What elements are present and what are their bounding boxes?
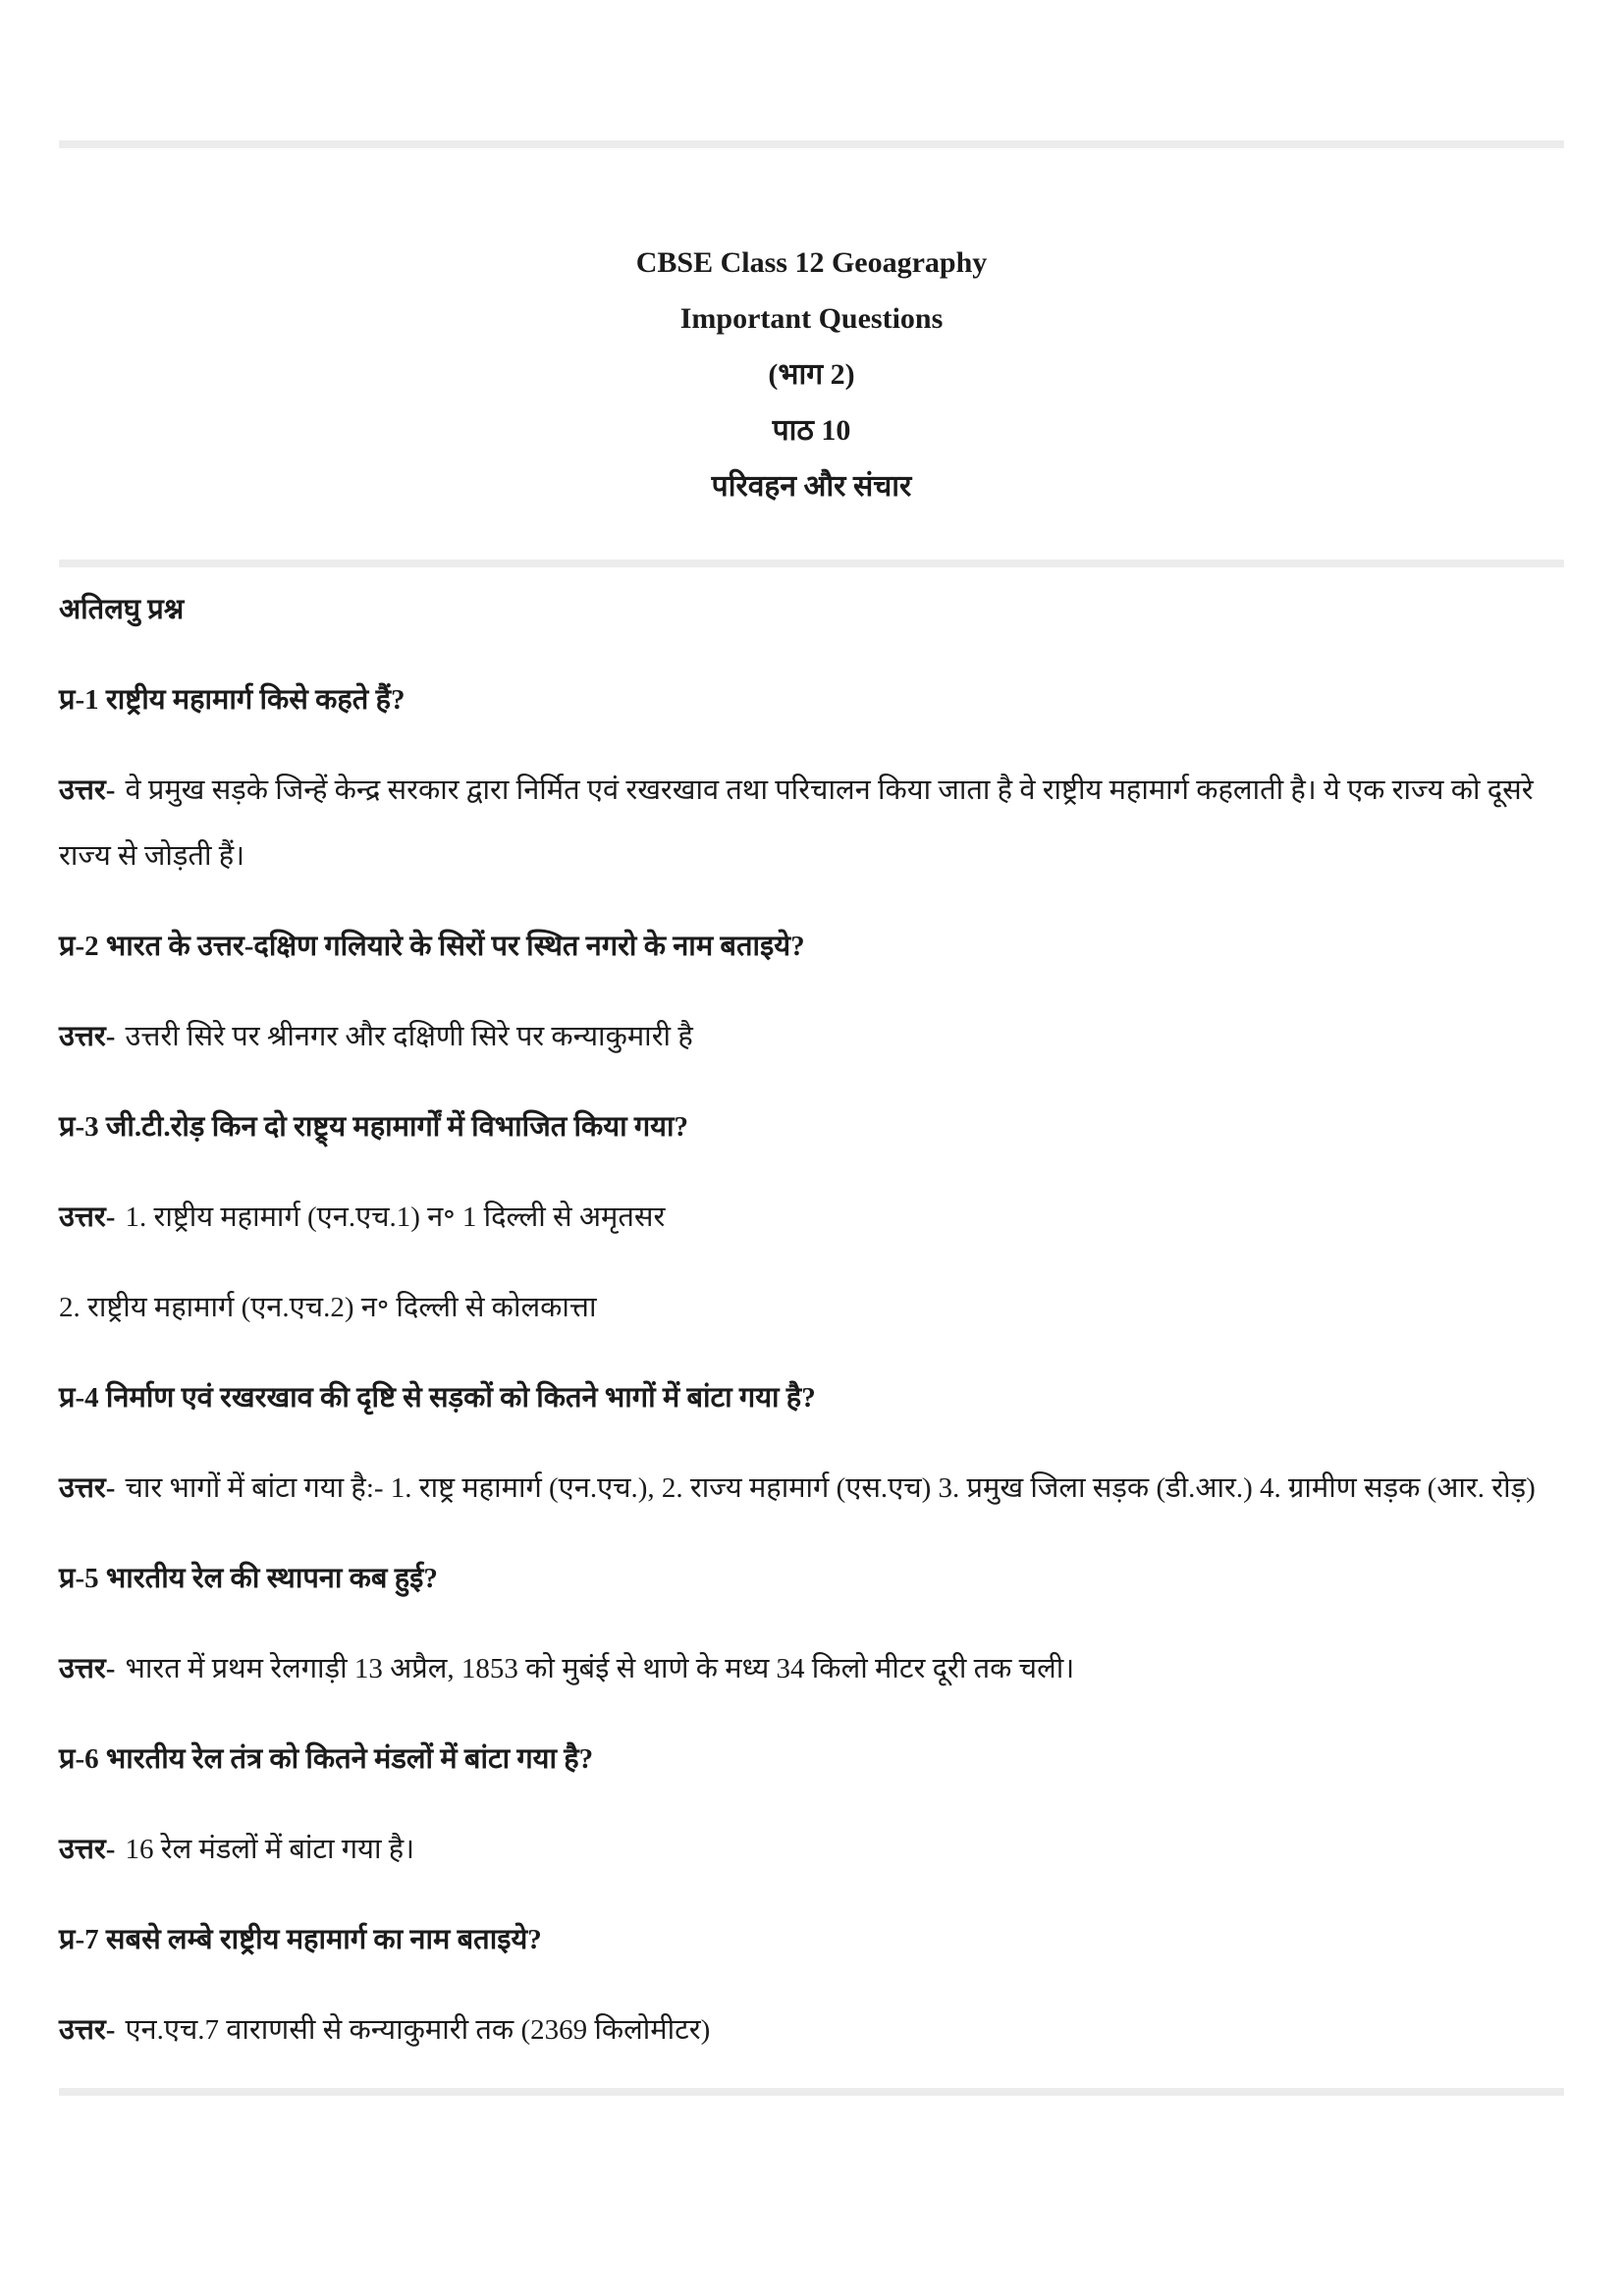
answer-prefix: उत्तर- (59, 1201, 116, 1233)
question-text: प्र-5 भारतीय रेल की स्थापना कब हुई? (59, 1563, 438, 1594)
answer-prefix: उत्तर- (59, 774, 116, 806)
document-body (59, 577, 1564, 2063)
section-heading: अतिलघु प्रश्न (59, 594, 185, 625)
question-text: प्र-3 जी.टी.रोड़ किन दो राष्ट्र्य महामार्गों में विभाजित किया गया? (59, 1111, 689, 1143)
answer-text (59, 758, 1564, 889)
answer-text (59, 1998, 1564, 2063)
question-text: प्र-4 निर्माण एवं रखरखाव की दृष्टि से सड़कों को कितने भागों में बांटा गया है? (59, 1382, 816, 1414)
question-text: प्र-2 भारत के उत्तर-दक्षिण गलियारे के सिरों पर स्थित नगरो के नाम बताइये? (59, 931, 805, 962)
doc-subtitle: Important Questions (679, 302, 944, 335)
document-header (59, 148, 1564, 560)
doc-chapter: पाठ 10 (772, 414, 851, 447)
doc-part: (भाग 2) (768, 358, 855, 391)
divider-bottom (59, 2088, 1564, 2096)
answer-body: उत्तरी सिरे पर श्रीनगर और दक्षिणी सिरे पर कन्याकुमारी है (125, 1021, 693, 1052)
answer-prefix: उत्तर- (59, 1472, 116, 1504)
answer-text-continued: 2. राष्ट्रीय महामार्ग (एन.एच.2) न॰ दिल्ली से कोलकात्ता (59, 1292, 597, 1323)
qa-item-5 (59, 1546, 1564, 1702)
answer-prefix: उत्तर- (59, 1834, 116, 1865)
answer-prefix: उत्तर- (59, 2014, 116, 2046)
answer-body: 16 रेल मंडलों में बांटा गया है। (125, 1834, 415, 1865)
answer-body: भारत में प्रथम रेलगाड़ी 13 अप्रैल, 1853 को मुबंई से थाणे के मध्य 34 किलो मीटर दूरी तक चली। (125, 1653, 1075, 1684)
answer-text (59, 1636, 1564, 1702)
answer-prefix: उत्तर- (59, 1021, 116, 1052)
doc-chapter-name: परिवहन और संचार (711, 470, 912, 503)
answer-body: एन.एच.7 वाराणसी से कन्याकुमारी तक (2369 किलोमीटर) (125, 2014, 711, 2046)
question-text: प्र-6 भारतीय रेल तंत्र को कितने मंडलों में बांटा गया है? (59, 1743, 594, 1775)
divider-top (59, 140, 1564, 148)
divider-header (59, 560, 1564, 567)
answer-text (59, 1004, 1564, 1070)
answer-body: चार भागों में बांटा गया है:- 1. राष्ट्र महामार्ग (एन.एच.), 2. राज्य महामार्ग (एस.एच) 3. प्रमुख जिला सड़क (डी.आर.) 4. ग्रामीण सड़क (आर. रोड़) (125, 1472, 1536, 1504)
qa-item-1 (59, 667, 1564, 889)
doc-title: CBSE Class 12 Geoagraphy (635, 246, 988, 279)
qa-item-2 (59, 914, 1564, 1070)
answer-body: वे प्रमुख सड़के जिन्हें केन्द्र सरकार द्वारा निर्मित एवं रखरखाव तथा परिचालन किया जाता है वे राष्ट्रीय महामार्ग कहलाती है। ये एक राज्य को दूसरे राज्य से जोड़ती हैं। (59, 774, 1534, 872)
qa-item-3 (59, 1095, 1564, 1341)
answer-body: 1. राष्ट्रीय महामार्ग (एन.एच.1) न॰ 1 दिल्ली से अमृतसर (125, 1201, 666, 1233)
qa-item-6 (59, 1727, 1564, 1883)
answer-text (59, 1456, 1564, 1522)
answer-text (59, 1817, 1564, 1883)
answer-prefix: उत्तर- (59, 1653, 116, 1684)
qa-item-4 (59, 1365, 1564, 1522)
qa-item-7 (59, 1907, 1564, 2063)
answer-text (59, 1185, 1564, 1251)
question-text: प्र-7 सबसे लम्बे राष्ट्रीय महामार्ग का नाम बताइये? (59, 1924, 542, 1955)
question-text: प्र-1 राष्ट्रीय महामार्ग किसे कहते हैं? (59, 684, 406, 716)
